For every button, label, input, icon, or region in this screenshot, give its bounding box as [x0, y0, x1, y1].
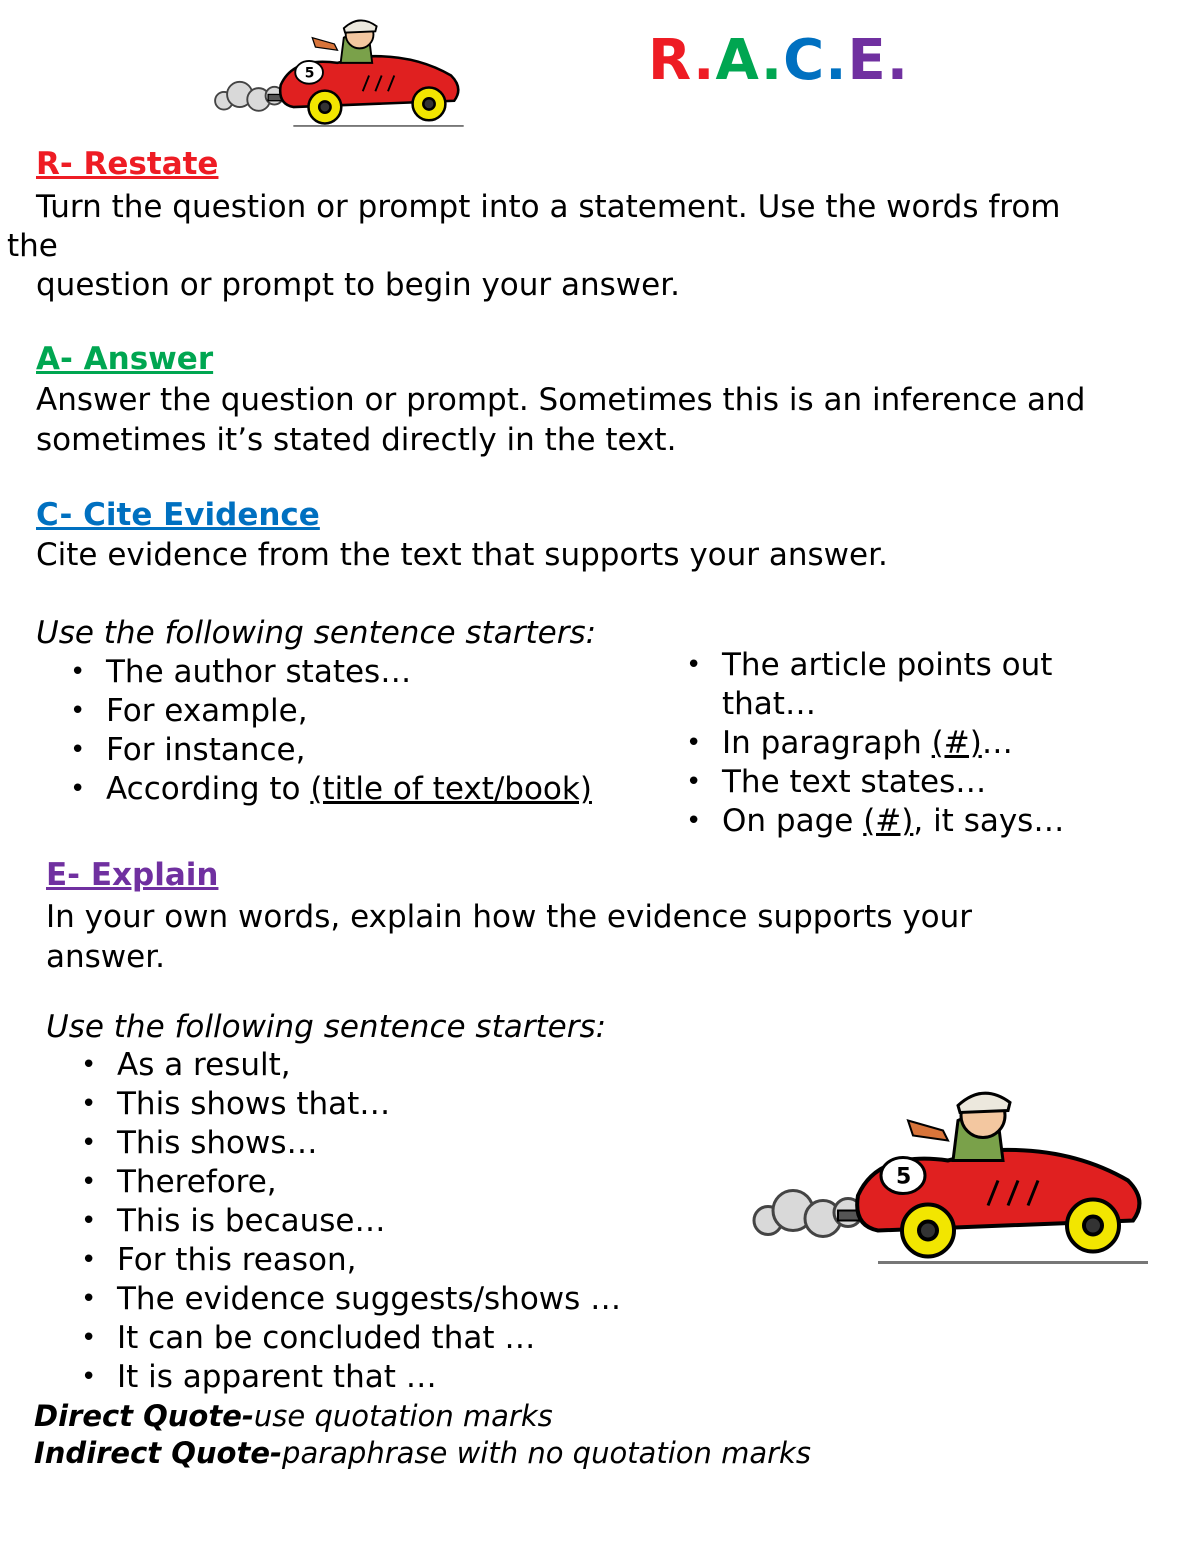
driver: [312, 20, 376, 62]
list-item: • This shows that…: [117, 1085, 621, 1124]
list-item: [106, 770, 592, 809]
explain-starters-label: Use the following sentence starters:: [46, 1009, 607, 1045]
driver: [908, 1093, 1010, 1160]
race-car-illustration-top: [205, 18, 470, 133]
cite-text-line1: Cite evidence from the text that supports your answer.: [36, 537, 888, 573]
list-item: • For example,: [106, 692, 592, 731]
list-item: • For this reason,: [117, 1241, 621, 1280]
list-item: [722, 802, 1064, 841]
list-item: • This shows…: [117, 1124, 621, 1163]
list-item: • The author states…: [106, 653, 592, 692]
cite-starters-left-list: [106, 653, 592, 809]
explain-starters-list: [117, 1046, 621, 1397]
direct-quote-text: use quotation marks: [253, 1399, 553, 1433]
indirect-quote-line: [34, 1434, 811, 1473]
title-a: A.: [715, 28, 784, 93]
restate-text-line3: question or prompt to begin your answer.: [36, 267, 680, 303]
title-e: E.: [847, 28, 909, 93]
list-item-underlined: (#): [863, 803, 914, 839]
list-item-underlined: (#): [931, 725, 982, 761]
list-item: • For instance,: [106, 731, 592, 770]
list-item: • It can be concluded that …: [117, 1319, 621, 1358]
list-item-prefix: On page: [722, 803, 864, 839]
list-item-suffix: …: [981, 725, 1013, 761]
list-item: • As a result,: [117, 1046, 621, 1085]
list-item: • It is apparent that …: [117, 1358, 621, 1397]
car-number: 5: [896, 1164, 912, 1190]
list-item: • The text states…: [722, 763, 1064, 802]
list-item: • Therefore,: [117, 1163, 621, 1202]
restate-text-line2: the: [7, 228, 58, 264]
list-item: • This is because…: [117, 1202, 621, 1241]
list-item-line: that…: [722, 686, 816, 722]
answer-text-line2: sometimes it’s stated directly in the text.: [36, 422, 677, 458]
cite-heading: C- Cite Evidence: [36, 497, 320, 533]
list-item-suffix: , it says…: [913, 803, 1065, 839]
restate-text-line1: Turn the question or prompt into a statement. Use the words from: [36, 189, 1061, 225]
title-c: C.: [783, 28, 848, 93]
restate-heading: R- Restate: [36, 146, 219, 182]
list-item-line: The article points out: [722, 647, 1053, 683]
indirect-quote-text: paraphrase with no quotation marks: [282, 1436, 811, 1470]
list-item-prefix: In paragraph: [722, 725, 932, 761]
explain-heading: E- Explain: [46, 857, 219, 893]
explain-text-line1: In your own words, explain how the evidence supports your: [46, 899, 973, 935]
page-title: [648, 28, 909, 93]
race-car-illustration-bottom: [738, 1088, 1158, 1273]
direct-quote-line: [34, 1397, 553, 1436]
list-item-prefix: According to: [106, 771, 311, 807]
list-item: [722, 646, 1064, 724]
cite-starters-label: Use the following sentence starters:: [36, 615, 597, 651]
cite-starters-right-list: [722, 646, 1064, 841]
title-r: R.: [648, 28, 716, 93]
direct-quote-label: Direct Quote-: [34, 1399, 254, 1433]
car-number: 5: [304, 65, 315, 82]
list-item: [722, 724, 1064, 763]
list-item: • The evidence suggests/shows …: [117, 1280, 621, 1319]
answer-heading: A- Answer: [36, 341, 214, 377]
answer-text-line1: Answer the question or prompt. Sometimes this is an inference and: [36, 382, 1086, 418]
indirect-quote-label: Indirect Quote-: [34, 1436, 283, 1470]
list-item-underlined: (title of text/book): [310, 771, 592, 807]
explain-text-line2: answer.: [46, 939, 165, 975]
